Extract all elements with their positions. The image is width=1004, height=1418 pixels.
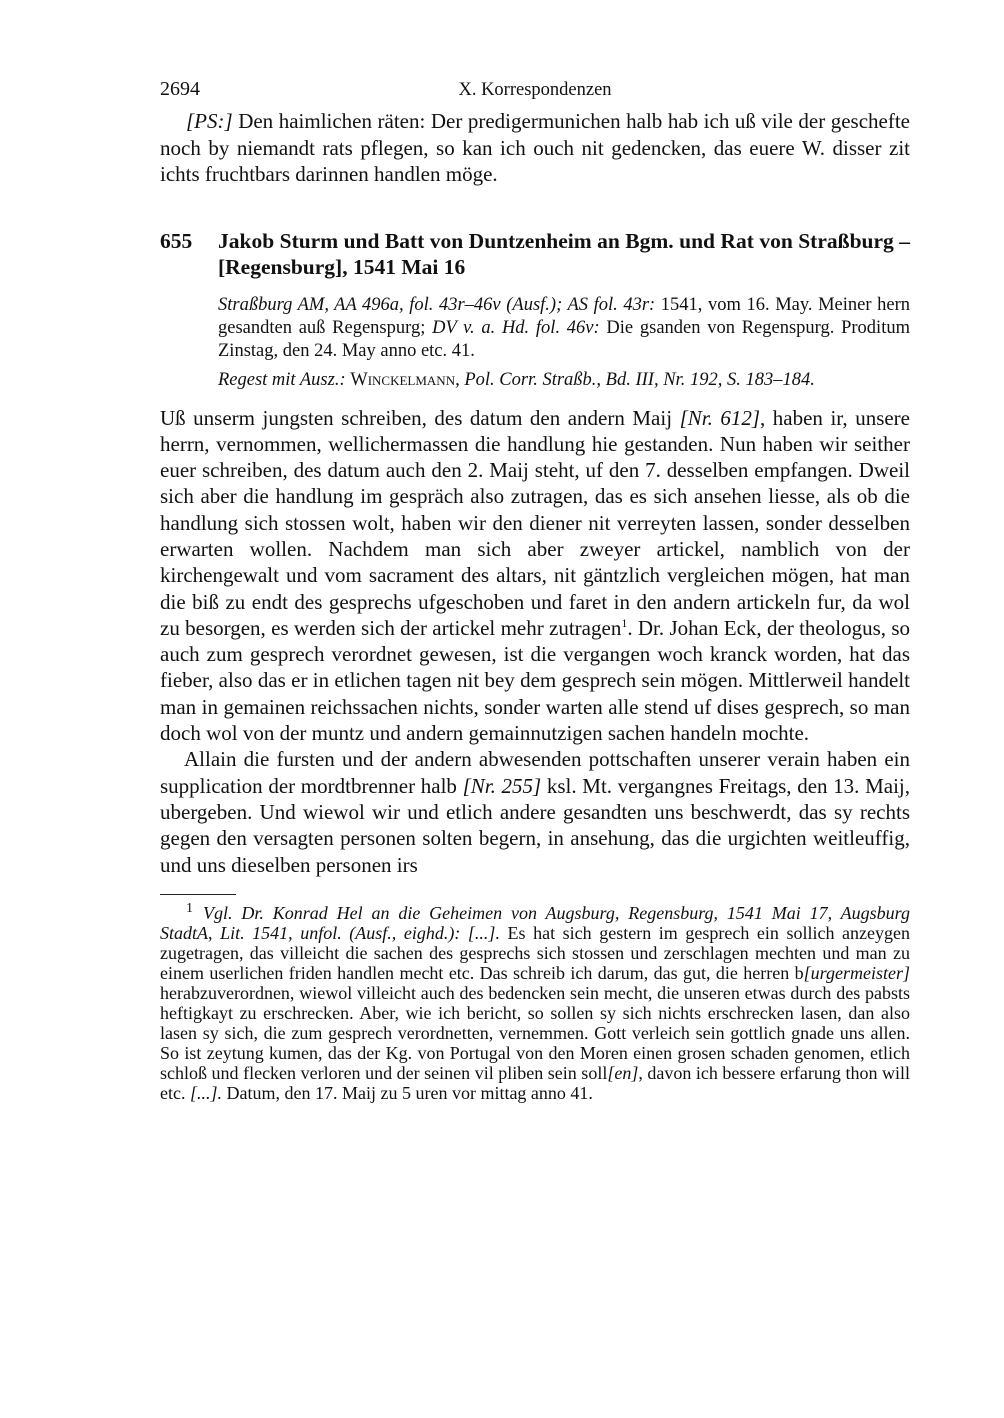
body-text: Uß unserm jungsten schreiben, des datum den andern Maij [160,405,680,430]
source-line [218,294,910,363]
source-text-2: Die gsanden von Regenspurg. Proditum Zinstag, den 24. May anno etc. 41. [218,317,910,361]
regest-lead: Regest mit Ausz.: [218,369,351,390]
running-title: X. Korrespondenzen [458,80,612,100]
entry-heading [160,228,910,280]
page-number: 2694 [160,78,200,100]
source-italic-1: Straßburg AM, AA 496a, fol. 43r–46v (Ausf.); AS fol. 43r: [218,294,656,315]
postscript-paragraph [160,108,910,188]
footnote-divider [160,894,236,895]
body-paragraph-2 [160,746,910,877]
document-page [160,78,910,1103]
body-text: , haben ir, unsere herrn, vernommen, wellichermassen die handlung hie gestanden. Nun haben wir seither euer schreiben, des datum auch den 2. Maij steht, uf den 7. desselben empfangen. Dweil sich aber die handlung im gespräch also zutragen, das es sich ansehen liesse, als ob die handlung sich stossen wolt, haben wir den diener nit verreyten lassen, sonder desselben erwarten wollen. Nachdem man sich aber zweyer artickel, namblich von der kirchengewalt und vom sacrament des altars, nit gäntzlich vergleichen mögen, hat man die biß zu endt des gesprechs ufgeschoben und faret in den andern artickeln fur, da wol zu besorgen, es werden sich der artickel mehr zutragen [160,405,910,640]
footnote-italic: [en] [607,1062,639,1083]
body-text: Allain die fursten und der andern abwesenden pottschaften unserer verain haben ein supplication der mordtbrenner halb [160,747,910,798]
page-header [160,78,910,108]
body-text: . Dr. Johan Eck, der theologus, so auch zum gesprech verordnet gewesen, ist die vergangen woch kranck worden, hat das fieber, also das er in etlichen tagen nit bey dem gesprech sein mögen. Mittlerweil handelt man in gemainen reichssachen nichts, sonder warten alle stend uf dises gesprech, so man doch wol von der muntz und andern gemainnutzigen sachen handeln mochte. [160,615,910,746]
footnote [160,900,911,1103]
footnote-marker: 1 [621,615,628,630]
regest-line [218,369,910,392]
regest-author: Winckelmann [350,369,456,390]
cross-reference: [Nr. 255] [462,773,542,798]
postscript-text: Den haimlichen räten: Der predigermunichen halb hab ich uß vile der geschefte noch by niemandt rats pflegen, so kan ich ouch nit gedencken, das euere W. disser zit ichts fruchtbars darinnen handlen möge. [160,109,910,186]
cross-reference: [Nr. 612] [679,405,761,430]
entry-number: 655 [160,228,193,253]
footnote-number: 1 [186,900,193,916]
letter-body [160,405,910,878]
footnote-text: Es hat sich gestern im gesprech ein sollich anzeygen zugetragen, das villeicht die sachen des gesprechs sich stossen und zerschlagen mechten und man zu einem userlichen friden handlen mecht etc. Das schreib ich darum, das gut, die herren b [160,922,910,983]
footnote-italic: [urgermeister] [803,962,910,983]
footnote-italic: Vgl. Dr. Konrad Hel an die Geheimen von Augsburg, Regensburg, 1541 Mai 17, Augsburg StadtA, Lit. 1541, unfol. (Ausf., eighd.): [...]. [160,902,910,943]
footnote-text: herabzuverordnen, wiewol villeicht auch des bedencken sein mecht, die unseren etwas durch des pabsts heftigkayt zu erschrecken. Aber, wie ich bericht, so sollen sy sich nichts erschrecken lasen, dan also lasen sy sich, die zum gesprech verordnetten, vernemmen. Gott verleich sein gottlich gnade uns allen. So ist zeytung kumen, das der Kg. von Portugal von den Moren einen grosen schaden genomen, etlich schloß und flecken verloren und der seinen vil pliben sein soll [160,982,910,1083]
footnote-italic: [...]. [189,1082,222,1103]
body-text: ksl. Mt. vergangnes Freitags, den 13. Maij, ubergeben. Und wiewol wir und etlich andere gesandten uns beschwerdt, das sy rechts gegen den versagten personen solten begern, in ansehung, das die urgichten weitleuffig, und uns dieselben personen irs [160,773,911,877]
source-text-1: 1541, vom 16. May. Meiner hern gesandten auß Regenspurg; [218,294,910,338]
source-italic-2: DV v. a. Hd. fol. 46v: [432,317,600,338]
footnote-text: Datum, den 17. Maij zu 5 uren vor mittag anno 41. [222,1082,593,1103]
postscript-lead: [PS:] [186,109,233,133]
body-paragraph-1 [160,405,910,747]
source-apparatus [218,294,910,392]
entry-title: Jakob Sturm und Batt von Duntzenheim an Bgm. und Rat von Straßburg – [Regensburg], 1541 Mai 16 [218,228,910,279]
footnote-text: , davon ich bessere erfarung thon will etc. [160,1062,911,1103]
regest-rest: , Pol. Corr. Straßb., Bd. III, Nr. 192, S. 183–184. [455,369,815,390]
